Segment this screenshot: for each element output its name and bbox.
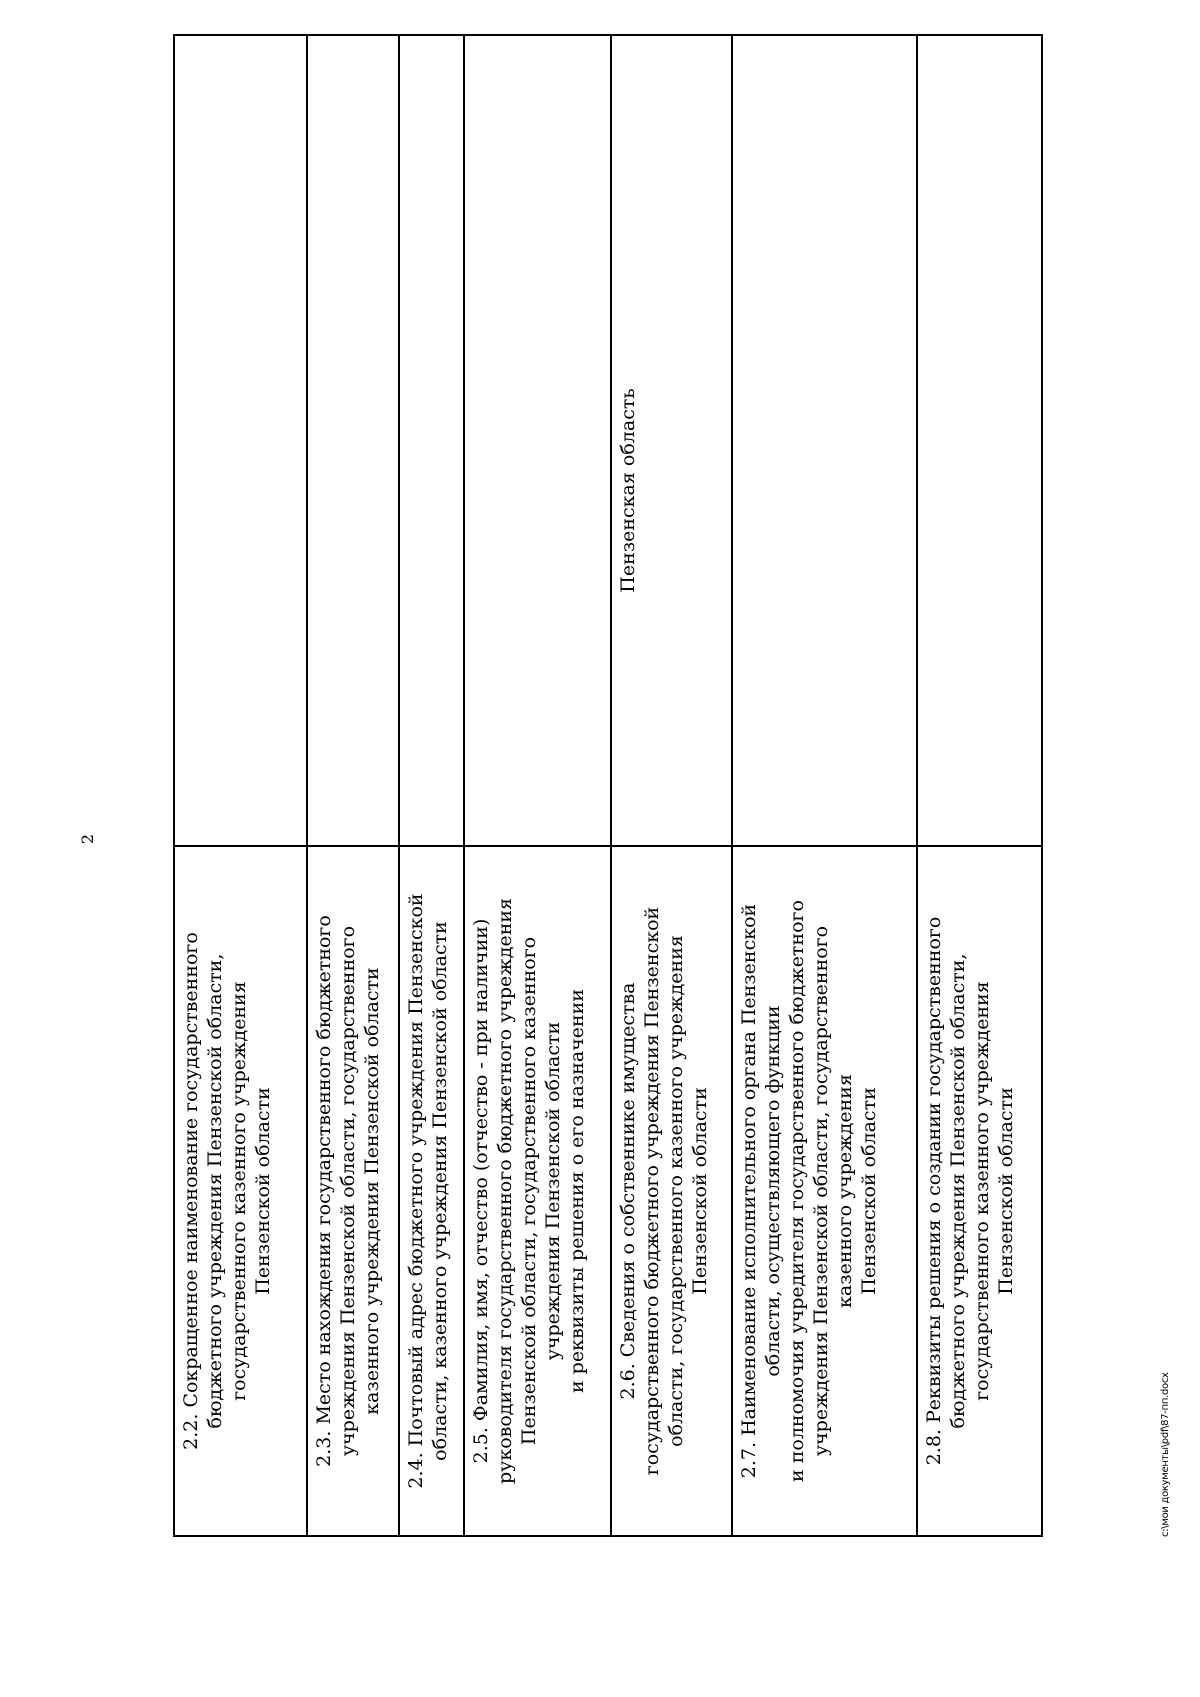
owner-value: Пензенская область [617, 388, 640, 593]
row-label [174, 846, 307, 1536]
label-line: Пензенской области [689, 1087, 712, 1295]
table-row [611, 35, 731, 1536]
table-row [174, 35, 307, 1536]
label-line: государственного казенного учреждения [228, 981, 250, 1401]
label-line: учреждения Пензенской области, государственного [809, 925, 832, 1457]
info-table [173, 34, 1043, 1537]
footer-file-path: c:\мои документы\pdf\87-пп.docx [1160, 1372, 1171, 1537]
label-line: Пензенской области [252, 1087, 274, 1295]
page-number: 2 [78, 833, 97, 845]
label-line: бюджетного учреждения Пензенской области, [204, 953, 226, 1429]
label-line: 2.6. Сведения о собственнике имущества [617, 982, 640, 1400]
table-row [917, 35, 1042, 1536]
row-label [307, 846, 399, 1536]
row-label [399, 846, 464, 1536]
row-value [307, 35, 399, 846]
row-value [174, 35, 307, 846]
label-line: бюджетного учреждения Пензенской области, [947, 953, 970, 1429]
table-row [399, 35, 464, 1536]
table-row [464, 35, 611, 1536]
row-value [917, 35, 1042, 846]
label-line: области, казенного учреждения Пензенской области [428, 921, 451, 1461]
row-value [464, 35, 611, 846]
label-line: 2.7. Наименование исполнительного органа Пензенской [737, 903, 760, 1479]
label-line: учреждения Пензенской области [542, 1021, 565, 1361]
label-line: 2.2. Сокращенное наименование государственного [180, 932, 202, 1450]
label-line: Пензенской области, государственного казенного [518, 936, 541, 1446]
row-value [399, 35, 464, 846]
label-line: учреждения Пензенской области, государственного [336, 925, 359, 1457]
label-line: Пензенской области [857, 1087, 880, 1295]
label-line: казенного учреждения [833, 1074, 856, 1308]
row-label [464, 846, 611, 1536]
row-label [732, 846, 918, 1536]
table-row [307, 35, 399, 1536]
label-line: 2.4. Почтовый адрес бюджетного учреждения Пензенской [404, 893, 427, 1489]
row-label [611, 846, 731, 1536]
label-line: государственного бюджетного учреждения Пензенской [641, 906, 664, 1476]
label-line: 2.5. Фамилия, имя, отчество (отчество - при наличии) [470, 918, 493, 1464]
label-line: и полномочия учредителя государственного бюджетного [785, 900, 808, 1482]
label-line: области, осуществляющего функции [761, 1005, 784, 1377]
row-label [917, 846, 1042, 1536]
label-line: казенного учреждения Пензенской области [360, 967, 383, 1415]
label-line: и реквизиты решения о его назначении [566, 989, 589, 1394]
row-value [732, 35, 918, 846]
label-line: области, государственного казенного учреждения [665, 935, 688, 1447]
label-line: руководителя государственного бюджетного учреждения [494, 897, 517, 1485]
label-line: государственного казенного учреждения [971, 981, 994, 1401]
label-line: Пензенской области [995, 1087, 1018, 1295]
label-line: 2.8. Реквизиты решения о создании государственного [923, 916, 946, 1466]
row-value [611, 35, 731, 846]
label-line: 2.3. Место нахождения государственного бюджетного [312, 915, 335, 1467]
table-row [732, 35, 918, 1536]
